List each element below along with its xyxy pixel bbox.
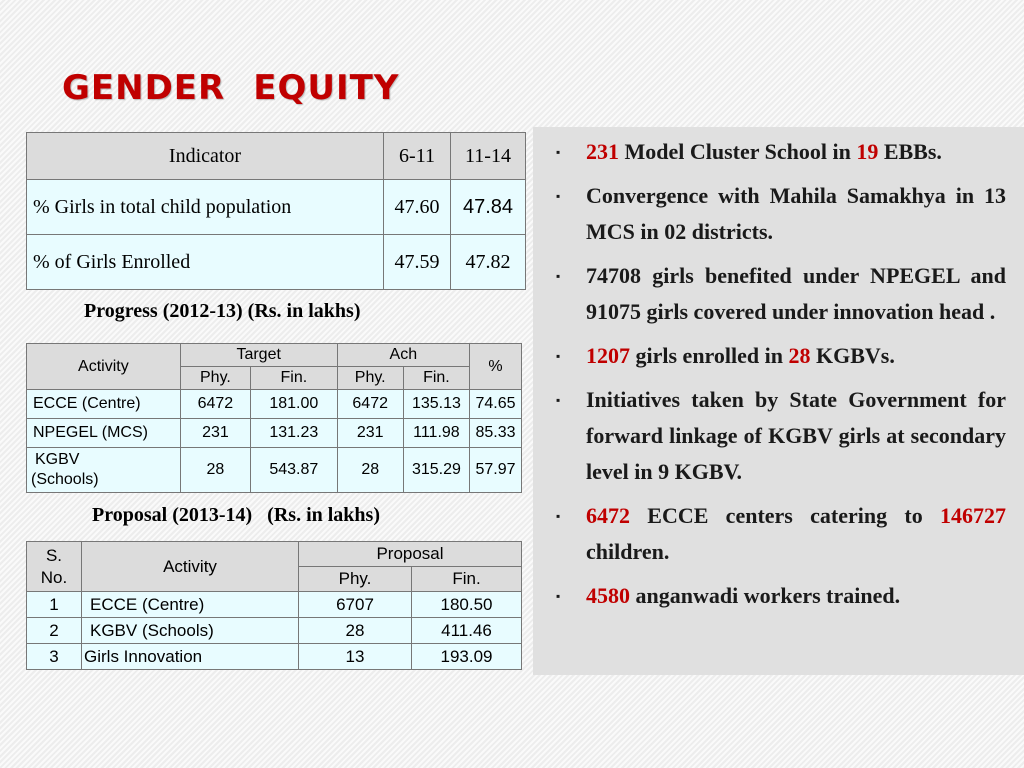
indicator-table — [26, 132, 526, 290]
percent-cell: 74.65 — [470, 390, 522, 419]
header-target-phy: Phy. — [180, 367, 250, 390]
header-ach-fin: Fin. — [403, 367, 469, 390]
header-target: Target — [180, 344, 337, 367]
header-activity: Activity — [27, 344, 181, 390]
ach-fin-cell: 135.13 — [403, 390, 469, 419]
fin-cell: 411.46 — [412, 618, 522, 644]
table-row — [27, 448, 522, 493]
header-6-11: 6-11 — [384, 133, 451, 180]
highlight-number: 28 — [788, 343, 811, 368]
ach-phy-cell: 28 — [337, 448, 403, 493]
activity-cell: ECCE (Centre) — [82, 592, 299, 618]
bullet-text: anganwadi workers trained. — [630, 583, 901, 608]
sno-cell: 1 — [27, 592, 82, 618]
header-percent: % — [470, 344, 522, 390]
bullet-text: Convergence with Mahila Samakhya in 13 MCS in 02 districts. — [586, 183, 1006, 244]
highlight-number: 1207 — [586, 343, 630, 368]
square-bullet-icon: ▪ — [556, 393, 561, 407]
bullet-text: girls enrolled in — [630, 343, 789, 368]
header-indicator: Indicator — [27, 133, 384, 180]
header-ach: Ach — [337, 344, 469, 367]
bullet-text: 74708 girls benefited under NPEGEL and 91075 girls covered under innovation head . — [586, 263, 1006, 324]
header-phy: Phy. — [299, 567, 412, 592]
table-row — [27, 644, 522, 670]
value-6-11: 47.59 — [384, 235, 451, 290]
target-phy-cell: 6472 — [180, 390, 250, 419]
activity-cell: Girls Innovation — [82, 644, 299, 670]
ach-fin-cell: 315.29 — [403, 448, 469, 493]
header-fin: Fin. — [412, 567, 522, 592]
target-fin-cell: 543.87 — [251, 448, 338, 493]
phy-cell: 28 — [299, 618, 412, 644]
header-ach-phy: Phy. — [337, 367, 403, 390]
table-row — [27, 419, 522, 448]
table-row — [27, 235, 526, 290]
highlight-number: 6472 — [586, 503, 630, 528]
square-bullet-icon: ▪ — [556, 589, 561, 603]
highlight-number: 146727 — [940, 503, 1006, 528]
proposal-table — [26, 541, 522, 670]
table-row — [27, 390, 522, 419]
table-row — [27, 618, 522, 644]
indicator-label: % of Girls Enrolled — [27, 235, 384, 290]
highlights-list — [556, 134, 1006, 622]
square-bullet-icon: ▪ — [556, 509, 561, 523]
target-phy-cell: 28 — [180, 448, 250, 493]
ach-fin-cell: 111.98 — [403, 419, 469, 448]
activity-cell: ECCE (Centre) — [27, 390, 181, 419]
progress-caption: Progress (2012-13) (Rs. in lakhs) — [84, 300, 361, 322]
highlight-number: 19 — [856, 139, 879, 164]
activity-line: (Schools) — [31, 471, 99, 488]
header-target-fin: Fin. — [251, 367, 338, 390]
bullet-text: EBBs. — [878, 139, 942, 164]
square-bullet-icon: ▪ — [556, 349, 561, 363]
progress-table — [26, 343, 522, 493]
list-item — [556, 382, 1006, 490]
percent-cell: 85.33 — [470, 419, 522, 448]
highlight-number: 4580 — [586, 583, 630, 608]
percent-cell: 57.97 — [470, 448, 522, 493]
value-11-14: 47.82 — [451, 235, 526, 290]
header-11-14: 11-14 — [451, 133, 526, 180]
table-header-row — [27, 133, 526, 180]
header-sno — [27, 542, 82, 592]
ach-phy-cell: 6472 — [337, 390, 403, 419]
sno-cell: 2 — [27, 618, 82, 644]
header-proposal: Proposal — [299, 542, 522, 567]
title-word-equity: EQUITY — [253, 68, 400, 108]
activity-cell: NPEGEL (MCS) — [27, 419, 181, 448]
highlight-number: 231 — [586, 139, 619, 164]
list-item — [556, 578, 1006, 614]
table-row — [27, 180, 526, 235]
list-item — [556, 338, 1006, 374]
bullet-text: KGBVs. — [810, 343, 895, 368]
proposal-caption: Proposal (2013-14) (Rs. in lakhs) — [92, 504, 380, 526]
bullet-text: children. — [586, 539, 670, 564]
list-item — [556, 178, 1006, 250]
table-row — [27, 592, 522, 618]
activity-cell — [27, 448, 181, 493]
list-item — [556, 498, 1006, 570]
activity-line: KGBV — [35, 451, 80, 468]
list-item — [556, 258, 1006, 330]
indicator-label: % Girls in total child population — [27, 180, 384, 235]
square-bullet-icon: ▪ — [556, 145, 561, 159]
value-11-14: 47.84 — [451, 180, 526, 235]
phy-cell: 6707 — [299, 592, 412, 618]
fin-cell: 193.09 — [412, 644, 522, 670]
sno-cell: 3 — [27, 644, 82, 670]
value-6-11: 47.60 — [384, 180, 451, 235]
ach-phy-cell: 231 — [337, 419, 403, 448]
square-bullet-icon: ▪ — [556, 269, 561, 283]
target-fin-cell: 181.00 — [251, 390, 338, 419]
table-header-row — [27, 344, 522, 367]
target-fin-cell: 131.23 — [251, 419, 338, 448]
bullet-text: ECCE centers catering to — [630, 503, 940, 528]
activity-cell: KGBV (Schools) — [82, 618, 299, 644]
header-sno-line: S. — [45, 545, 63, 565]
target-phy-cell: 231 — [180, 419, 250, 448]
fin-cell: 180.50 — [412, 592, 522, 618]
page-title — [62, 68, 427, 108]
bullet-text: Model Cluster School in — [619, 139, 857, 164]
list-item — [556, 134, 1006, 170]
phy-cell: 13 — [299, 644, 412, 670]
bullet-text: Initiatives taken by State Government for forward linkage of KGBV girls at secondary level in 9 KGBV. — [586, 387, 1006, 484]
square-bullet-icon: ▪ — [556, 189, 561, 203]
table-header-row — [27, 542, 522, 567]
header-activity: Activity — [82, 542, 299, 592]
header-sno-line: No. — [40, 567, 68, 587]
title-word-gender: GENDER — [62, 68, 226, 108]
